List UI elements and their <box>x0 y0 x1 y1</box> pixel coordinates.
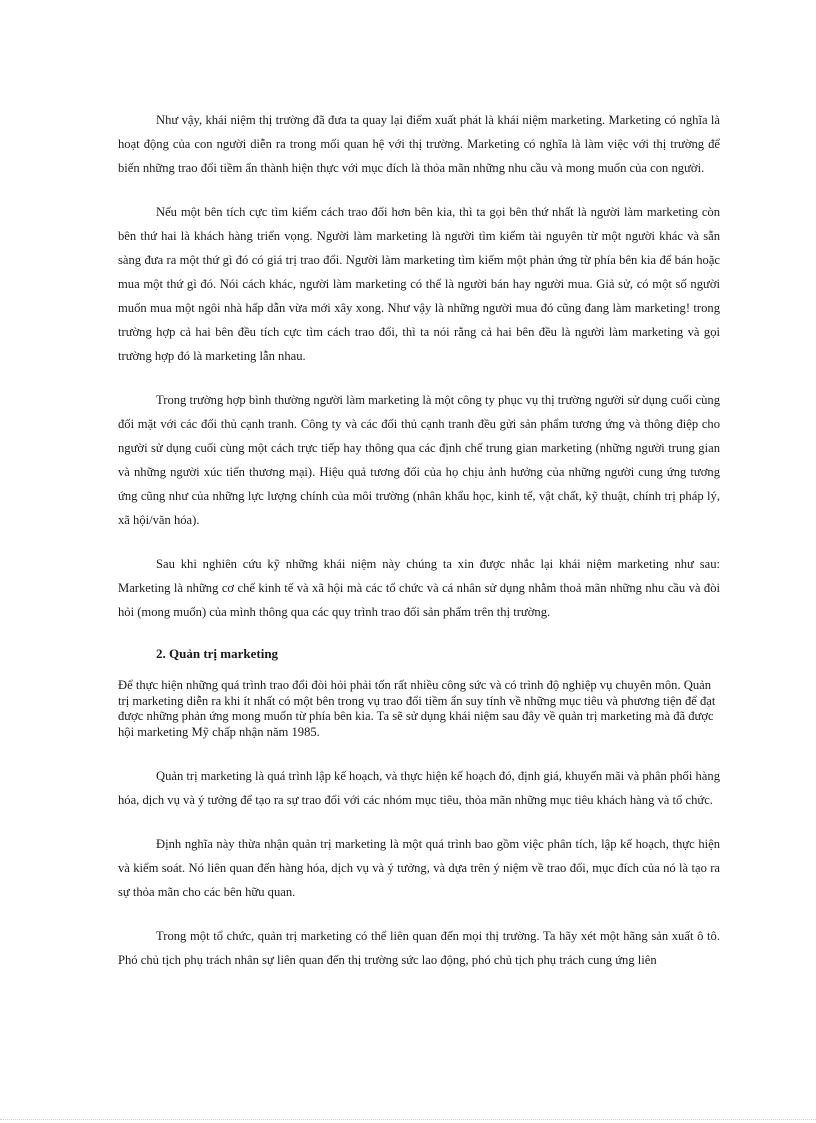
paragraph-marketing-restated: Sau khi nghiên cứu kỹ những khái niệm này chúng ta xin được nhắc lại khái niệm marketing như sau: Marketing là những cơ chế kinh tế và xã hội mà các tổ chức và cá nhân sử dụng nhằm thoả mãn những nhu cầu và đòi hỏi (mong muốn) của mình thông qua các quy trình trao đổi sản phẩm trên thị trường. <box>118 557 720 619</box>
paragraph-management-definition: Quản trị marketing là quá trình lập kế hoạch, và thực hiện kế hoạch đó, định giá, khuyến mãi và phân phối hàng hóa, dịch vụ và ý tưởng để tạo ra sự trao đổi với các nhóm mục tiêu, thỏa mãn những mục tiêu khách hàng và tổ chức. <box>118 769 720 807</box>
section-heading-marketing-management: 2. Quản trị marketing <box>156 646 279 661</box>
paragraph-market-concept: Như vậy, khái niệm thị trường đã đưa ta quay lại điểm xuất phát là khái niệm marketing. Marketing có nghĩa là hoạt động của con người diễn ra trong mối quan hệ với thị trường. Marketing có nghĩa là làm việc với thị trường để biến những trao đổi tiềm ẩn thành hiện thực với mục đích là thỏa mãn những nhu cầu và mong muốn của con người. <box>118 113 720 175</box>
paragraph-organization-markets: Trong một tổ chức, quản trị marketing có thể liên quan đến mọi thị trường. Ta hãy xét một hãng sản xuất ô tô. Phó chủ tịch phụ trách nhân sự liên quan đến thị trường sức lao động, phó chủ tịch phụ trách cung ứng liên <box>118 929 720 967</box>
document-body <box>118 108 720 992</box>
paragraph-marketer-definition: Nếu một bên tích cực tìm kiếm cách trao đổi hơn bên kia, thì ta gọi bên thứ nhất là người làm marketing còn bên thứ hai là khách hàng triển vọng. Người làm marketing là người tìm kiếm tài nguyên từ một người khác và sẵn sàng đưa ra một thứ gì đó có giá trị trao đổi. Người làm marketing tìm kiếm một phản ứng từ phía bên kia để bán hoặc mua một thứ gì đó. Nói cách khác, người làm marketing có thể là người bán hay người mua. Giả sử, có một số người muốn mua một ngôi nhà hấp dẫn vừa mới xây xong. Như vậy là những người mua đó cũng đang làm marketing! trong trường hợp cả hai bên đều tích cực tìm cách trao đổi, thì ta nói rằng cả hai bên đều là người làm marketing và gọi trường hợp đó là marketing lẫn nhau. <box>118 205 720 363</box>
paragraph-definition-acknowledges: Định nghĩa này thừa nhận quản trị marketing là một quá trình bao gồm việc phân tích, lập kế hoạch, thực hiện và kiểm soát. Nó liên quan đến hàng hóa, dịch vụ và ý tưởng, và dựa trên ý niệm về trao đổi, mục đích của nó là tạo ra sự thỏa mãn cho các bên hữu quan. <box>118 837 720 899</box>
page-bottom-divider <box>0 1119 816 1120</box>
paragraph-normal-case: Trong trường hợp bình thường người làm marketing là một công ty phục vụ thị trường người sử dụng cuối cùng đối mặt với các đối thủ cạnh tranh. Công ty và các đối thủ cạnh tranh đều gửi sản phẩm tương ứng và thông điệp cho người sử dụng cuối cùng một cách trực tiếp hay thông qua các định chế trung gian marketing (những người trung gian và những người xúc tiến thương mại). Hiệu quả tương đối của họ chịu ảnh hưởng của những người cung ứng tương ứng cũng như của những lực lượng chính của môi trường (nhân khẩu học, kinh tế, vật chất, kỹ thuật, chính trị pháp lý, xã hội/văn hóa). <box>118 393 720 527</box>
paragraph-exchange-effort: Để thực hiện những quá trình trao đổi đòi hỏi phải tốn rất nhiều công sức và có trình độ nghiệp vụ chuyên môn. Quản trị marketing diễn ra khi ít nhất có một bên trong vụ trao đổi tiềm ẩn suy tính về những mục tiêu và phương tiện để đạt được những phản ứng mong muốn từ phía bên kia. Ta sẽ sử dụng khái niệm sau đây về quản trị marketing mà đã được hội marketing Mỹ chấp nhận năm 1985. <box>118 678 716 739</box>
